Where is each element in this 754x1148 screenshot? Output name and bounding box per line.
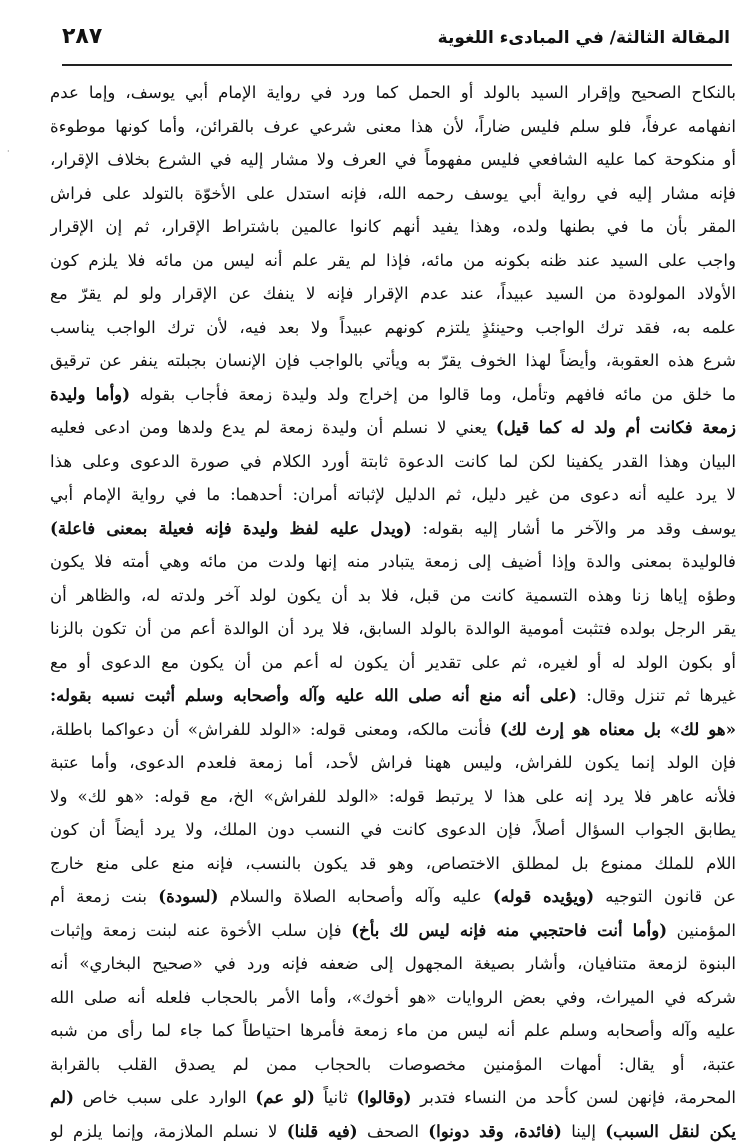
text-segment: وطؤه إياها زنا وهذه التسمية كانت من قبل، فلا بد أن يكون لولد آخر ولدته له، والظاهر أن [50, 586, 736, 605]
bold-text-segment: زمعة فكانت أم ولد له كما قيل) [496, 417, 736, 437]
text-line [50, 277, 736, 311]
text-line [50, 746, 736, 780]
text-segment: غيرها ثم تنزل وقال: [577, 686, 736, 705]
text-line [50, 914, 736, 948]
text-line [50, 646, 736, 680]
text-line [50, 545, 736, 579]
text-line [50, 110, 736, 144]
text-segment: يعني لا نسلم أن وليدة زمعة لم يدع ولدها ومن ادعى فعليه [50, 418, 496, 437]
text-line [50, 813, 736, 847]
bold-text-segment: (ويؤيده قوله) [493, 886, 594, 906]
text-line [50, 713, 736, 747]
text-segment: ثانياً [315, 1088, 357, 1107]
text-segment: أو بكون الولد له أو لغيره، ثم على تقدير أن يكون له أعم من أن يكون مع الدعوى أو مع [50, 653, 736, 672]
text-segment: شركه في الميراث، وفي بعض الروايات «هو أخوك»، وأما الأمر بالحجاب فلعله أنه صلى الله [50, 988, 736, 1007]
text-line [50, 1048, 736, 1082]
text-segment: عليه وآله وأصحابه الصلاة والسلام [218, 887, 492, 906]
text-segment: يقر الرجل بولده فتثبت أمومية الوالدة بالولد السابق، فلا يرد أن الوالدة أعم من أن تكون بالزنا [50, 619, 736, 638]
text-line [50, 478, 736, 512]
text-line [50, 244, 736, 278]
text-segment: المؤمنين [667, 921, 736, 940]
text-segment: فأنت مالكه، ومعنى قوله: «الولد للفراش» أن دعواكما باطلة، [50, 720, 500, 739]
bold-text-segment: (وأما وليدة [50, 384, 130, 404]
bold-text-segment: (لسودة) [158, 886, 218, 906]
text-line [50, 177, 736, 211]
text-line [50, 981, 736, 1015]
text-segment: المقر بأن ما في بطنها ولده، وهذا يفيد أنهم كانوا عالمين باشتراط الإقرار، ثم إن الإقرار [50, 217, 736, 236]
text-segment: البيان وهذا القدر يكفينا لكن لما كانت الدعوة ثابتة أورد الكلام في صورة الدعوى وعلى هذا [50, 452, 736, 471]
text-line [50, 847, 736, 881]
text-segment: إلينا [562, 1122, 605, 1141]
margin-mark: · [7, 147, 10, 156]
bold-text-segment: «هو لك» بل معناه هو إرث لك) [500, 719, 736, 739]
text-segment: بنت زمعة أم [50, 887, 158, 906]
text-segment: لا يرد عليه أنه دعوى من غير دليل، ثم الدليل لإثباته أمران: أحدهما: ما في رواية الإمام أبي [50, 485, 736, 504]
text-segment: يوسف وقد مر والآخر ما أشار إليه بقوله: [412, 519, 736, 538]
bold-text-segment: (فيه قلنا) [287, 1121, 358, 1141]
text-segment: يطابق الجواب السؤال أصلاً، فإن الدعوى كانت في النسب دون الملك، ولا يرد أيضاً أن كون [50, 820, 736, 839]
text-line [50, 579, 736, 613]
text-line [50, 378, 736, 412]
text-segment: ما خلق من مائه فافهم وتأمل، وما قالوا من إخراج ولد وليدة زمعة فأجاب بقوله [130, 385, 736, 404]
text-segment: فالوليدة بمعنى والدة وإذا أضيف إلى زمعة يتبادر منه إنها ولدت من مائه وهي أمته فلا يكون [50, 552, 736, 571]
text-line [50, 76, 736, 110]
text-segment: علمه به، فقد ترك الواجب وحينئذٍ يلتزم كونهم عبيداً ولا بعد فيه، لأن ترك الواجب يناسب [50, 318, 736, 337]
text-segment: عتبة، أو يقال: أمهات المؤمنين مخصوصات بالحجاب ممن لم يصدق القلب بالقرابة [50, 1055, 736, 1074]
text-line [50, 1014, 736, 1048]
text-segment: الصحف [358, 1122, 429, 1141]
bold-text-segment: (وأما أنت فاحتجبي منه فإنه ليس لك بأخ) [351, 920, 667, 940]
text-line [50, 143, 736, 177]
text-segment: فإنه مشار إليه في رواية أبي يوسف رحمه الله، فإنه استدل على الأخوّة بالتولد على فراش [50, 184, 736, 203]
bold-text-segment: (ويدل عليه لفظ وليدة فإنه فعيلة بمعنى فاعلة) [50, 518, 412, 538]
text-line [50, 679, 736, 713]
bold-text-segment: (فائدة، وقد دونوا) [428, 1121, 562, 1141]
text-segment: فلأنه عاهر فلا يرد إنه على هذا لا يرتبط قوله: «الولد للفراش» الخ، مع قوله: «هو لك» ولا [50, 787, 736, 806]
text-line [50, 1081, 736, 1115]
text-segment: لا نسلم الملازمة، وإنما يلزم لو [50, 1122, 287, 1141]
text-segment: فإن الولد إنما يكون للفراش، وليس ههنا فراش لأحد، أما زمعة فلعدم الدعوى، وأما عتبة [50, 753, 736, 772]
text-line [50, 512, 736, 546]
text-line [50, 210, 736, 244]
page-number: ٢٨٧ [62, 24, 102, 49]
text-segment: اللام للملك ممنوع بل لمطلق الاختصاص، وهو قد يكون بالنسب، فإنه منع على منع خارج [50, 854, 736, 873]
text-segment: البنوة لزمعة متنافيان، وأشار بصيغة المجهول إلى ضعفه فإنه ورد في «صحيح البخاري» أنه [50, 954, 736, 973]
bold-text-segment: (لو عم) [255, 1087, 314, 1107]
text-segment: واجب على السيد عند ظنه بكونه من مائه، فإذا لم يقر علم أنه ليس من مائه فلا يلزم كون [50, 251, 736, 270]
text-segment: أو منكوحة كما عليه الشافعي فليس مفهوماً في العرف ولا مشار إليه في الشرع بخلاف الإقرار، [50, 150, 736, 169]
text-line [50, 880, 736, 914]
text-segment: شرع هذه العقوبة، وأيضاً لهذا الخوف يقرّ به ويأتي بالواجب فإن الإنسان بجبلته ينفر عن ترقيق [50, 351, 736, 370]
text-segment: عن قانون التوجيه [594, 887, 736, 906]
bold-text-segment: يكن لنقل السبب) [605, 1121, 736, 1141]
running-title: المقالة الثالثة/ في المبادىء اللغوية [438, 28, 730, 48]
text-segment: فإن سلب الأخوة عنه لبنت زمعة وإثبات [50, 921, 351, 940]
text-line [50, 947, 736, 981]
text-segment: عليه وآله وأصحابه وسلم علم أنه ليس من ماء زمعة فأمرها احتياطاً كما جاء لما رأى من شبه [50, 1021, 736, 1040]
text-line [50, 1115, 736, 1148]
header-divider [62, 64, 732, 66]
text-line [50, 780, 736, 814]
text-segment: الوارد على سبب خاص [74, 1088, 255, 1107]
text-line [50, 612, 736, 646]
page-header [62, 22, 730, 62]
text-line [50, 411, 736, 445]
text-segment: الأولاد المولودة من السيد عبيداً، عند عدم الإقرار فإنه لا ينفك عن الإقرار ولو لم يقرّ مع [50, 284, 736, 303]
bold-text-segment: (على أنه منع أنه صلى الله عليه وآله وأصحابه وسلم أثبت نسبه بقوله: [50, 685, 577, 705]
main-text [50, 76, 736, 1148]
bold-text-segment: (وقالوا) [357, 1087, 412, 1107]
text-line [50, 445, 736, 479]
text-line [50, 311, 736, 345]
bold-text-segment: (لم [50, 1087, 74, 1107]
text-segment: انفهامه عرفاً، فلو سلم فليس ضاراً، لأن هذا معنى شرعي عرف بالقرائن، وأما كونها موطوءة [50, 117, 736, 136]
text-segment: بالنكاح الصحيح وإقرار السيد بالولد أو الحمل كما ورد في رواية الإمام أبي يوسف، وإما عدم [50, 83, 736, 102]
text-line [50, 344, 736, 378]
text-segment: المحرمة، فإنهن لسن كأحد من النساء فتدبر [411, 1088, 736, 1107]
